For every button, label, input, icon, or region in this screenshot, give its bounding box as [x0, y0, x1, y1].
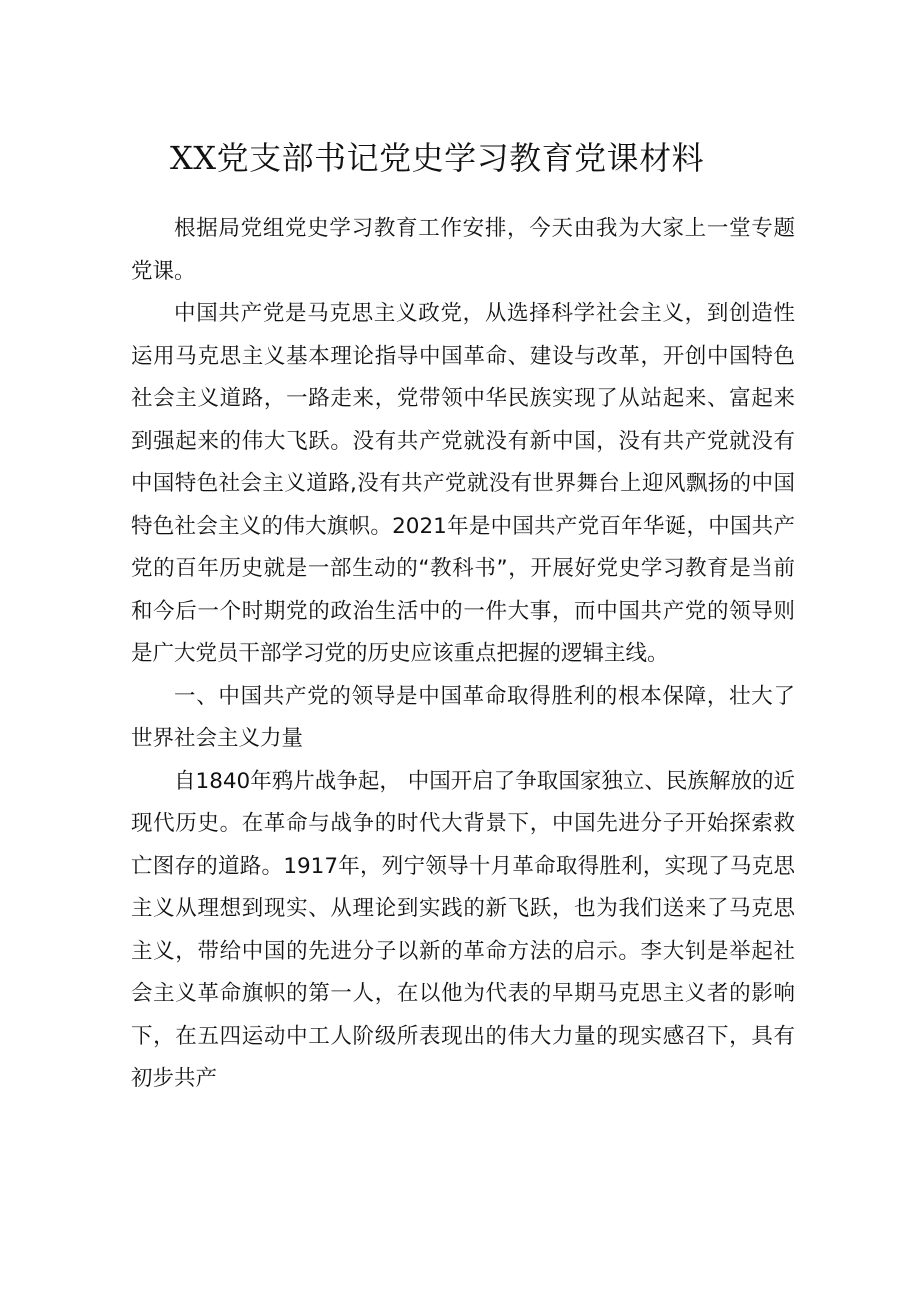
paragraph-intro: 根据局党组党史学习教育工作安排，今天由我为大家上一堂专题党课。 — [131, 216, 795, 284]
document-body — [131, 208, 795, 1101]
paragraph-party-overview: 中国共产党是马克思主义政党，从选择科学社会主义，到创造性运用马克思主义基本理论指导中国革命、建设与改革，开创中国特色社会主义道路，一路走来，党带领中华民族实现了从站起来、富起来到强起来的伟大飞跃。没有共产党就没有新中国，没有共产党就没有中国特色社会主义道路,没有共产党就没有世界舞台上迎风飘扬的中国特色社会主义的伟大旗帜。2021年是中国共产党百年华诞，中国共产党的百年历史就是一部生动的“教科书”，开展好党史学习教育是当前和今后一个时期党的政治生活中的一件大事，而中国共产党的领导则是广大党员干部学习党的历史应该重点把握的逻辑主线。 — [131, 301, 795, 666]
paragraph-history: 自1840年鸦片战争起， 中国开启了争取国家独立、民族解放的近现代历史。在革命与战争的时代大背景下，中国先进分子开始探索救亡图存的道路。1917年，列宁领导十月革命取得胜利，实现了马克思主义从理想到现实、从理论到实践的新飞跃，也为我们送来了马克思主义，带给中国的先进分子以新的革命方法的启示。李大钊是举起社会主义革命旗帜的第一人，在以他为代表的早期马克思主义者的影响下，在五四运动中工人阶级所表现出的伟大力量的现实感召下，具有初步共产 — [131, 768, 795, 1091]
section-heading-one: 一、中国共产党的领导是中国革命取得胜利的根本保障，壮大了世界社会主义力量 — [131, 683, 795, 751]
document-title: XX党支部书记党史学习教育党课材料 — [170, 139, 705, 177]
